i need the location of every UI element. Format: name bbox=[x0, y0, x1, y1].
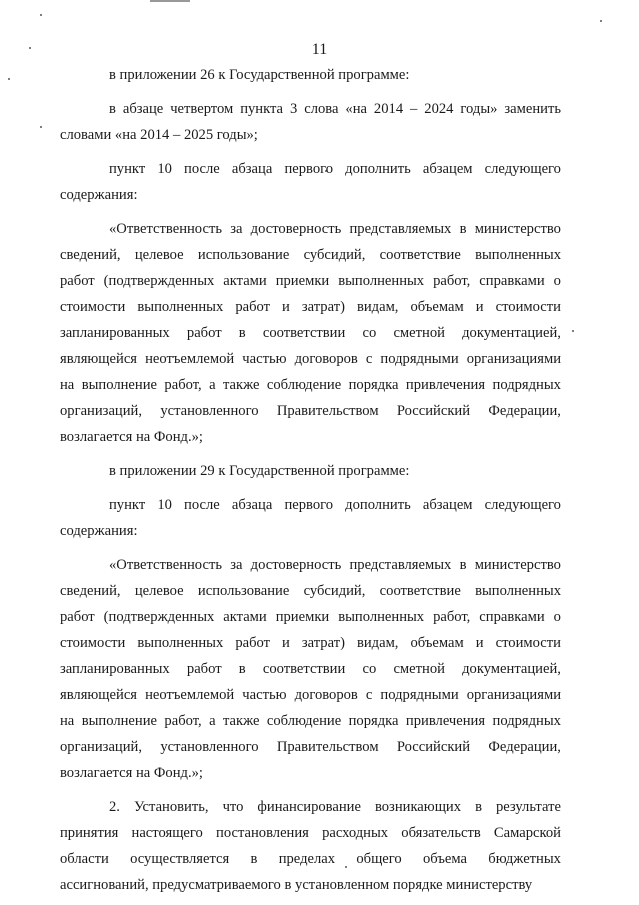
text-line: пункт 10 после абзаца первого дополнить абзацем следующего bbox=[109, 161, 561, 177]
text-line: на выполнение работ, а также соблюдение порядка привлечения подрядных bbox=[60, 713, 561, 729]
text-line: стоимости выполненных работ и затрат) видам, объемам и стоимости bbox=[60, 299, 561, 315]
paragraph bbox=[60, 96, 561, 148]
document-body bbox=[60, 62, 561, 898]
paragraph bbox=[109, 458, 561, 484]
text-line: сведений, целевое использование субсидий, соответствие выполненных bbox=[60, 247, 561, 263]
text-line: стоимости выполненных работ и затрат) видам, объемам и стоимости bbox=[60, 635, 561, 651]
text-line: содержания: bbox=[60, 187, 138, 203]
text-line: 2. Установить, что финансирование возникающих в результате bbox=[109, 799, 561, 815]
text-line: запланированных работ в соответствии со сметной документацией, bbox=[60, 661, 561, 677]
text-line: являющейся неотъемлемой частью договоров с подрядными организациями bbox=[60, 687, 561, 703]
scan-artifact bbox=[150, 0, 190, 2]
paragraph bbox=[60, 216, 561, 450]
text-line: в приложении 26 к Государственной программе: bbox=[109, 67, 410, 83]
paragraph bbox=[60, 794, 561, 898]
text-line: словами «на 2014 – 2025 годы»; bbox=[60, 127, 258, 143]
text-line: организаций, установленного Правительством Российский Федерации, bbox=[60, 739, 561, 755]
text-line: сведений, целевое использование субсидий, соответствие выполненных bbox=[60, 583, 561, 599]
scan-speck bbox=[40, 14, 42, 16]
text-line: являющейся неотъемлемой частью договоров с подрядными организациями bbox=[60, 351, 561, 367]
text-line: на выполнение работ, а также соблюдение порядка привлечения подрядных bbox=[60, 377, 561, 393]
paragraph bbox=[60, 552, 561, 786]
paragraph bbox=[60, 492, 561, 544]
text-line: пункт 10 после абзаца первого дополнить абзацем следующего bbox=[109, 497, 561, 513]
paragraph bbox=[60, 156, 561, 208]
paragraph bbox=[109, 62, 561, 88]
text-line: работ (подтвержденных актами приемки выполненных работ, справками о bbox=[60, 609, 561, 625]
text-line: «Ответственность за достоверность представляемых в министерство bbox=[109, 221, 561, 237]
scan-speck bbox=[572, 330, 574, 332]
scan-speck bbox=[8, 78, 10, 80]
text-line: возлагается на Фонд.»; bbox=[60, 429, 203, 445]
text-line: в приложении 29 к Государственной программе: bbox=[109, 463, 410, 479]
text-line: содержания: bbox=[60, 523, 138, 539]
text-line: возлагается на Фонд.»; bbox=[60, 765, 203, 781]
text-line: запланированных работ в соответствии со сметной документацией, bbox=[60, 325, 561, 341]
text-line: в абзаце четвертом пункта 3 слова «на 2014 – 2024 годы» заменить bbox=[109, 101, 561, 117]
scan-speck bbox=[600, 20, 602, 22]
scan-speck bbox=[40, 126, 42, 128]
text-line: области осуществляется в пределах общего объема бюджетных bbox=[60, 851, 561, 867]
text-line: «Ответственность за достоверность представляемых в министерство bbox=[109, 557, 561, 573]
text-line: принятия настоящего постановления расходных обязательств Самарской bbox=[60, 825, 561, 841]
text-line: ассигнований, предусматриваемого в установленном порядке министерству bbox=[60, 877, 533, 893]
text-line: организаций, установленного Правительством Российский Федерации, bbox=[60, 403, 561, 419]
text-line: работ (подтвержденных актами приемки выполненных работ, справками о bbox=[60, 273, 561, 289]
page-number: 11 bbox=[311, 41, 328, 58]
